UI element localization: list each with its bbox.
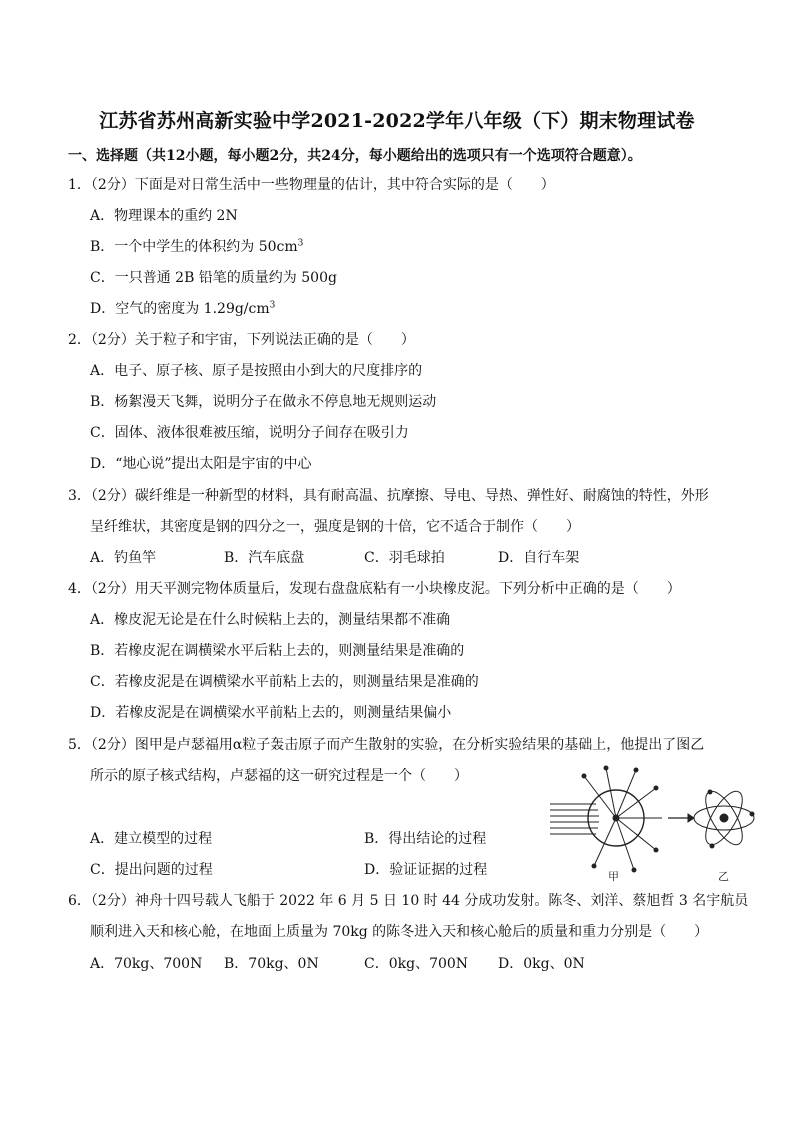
question-1-option-a[interactable]: A．物理课本的重约 2N [90, 208, 238, 224]
question-5-stem-line-1: 5．（2分）图甲是卢瑟福用α粒子轰击原子而产生散射的实验，在分析实验结果的基础上，他提出了图乙 [68, 737, 705, 753]
question-2-option-b[interactable]: B．杨絮漫天飞舞，说明分子在做永不停息地无规则运动 [90, 394, 437, 410]
question-3-stem-line-1: 3．（2分）碳纤维是一种新型的材料，具有耐高温、抗摩擦、导电、导热、弹性好、耐腐蚀的特性，外形 [68, 488, 709, 504]
question-2-stem: 2．（2分）关于粒子和宇宙，下列说法正确的是（ ） [68, 332, 415, 348]
question-4-option-c[interactable]: C．若橡皮泥是在调横梁水平前粘上去的，则测量结果是准确的 [90, 674, 479, 690]
superscript: 3 [297, 238, 304, 249]
question-3-option-b[interactable]: B．汽车底盘 [224, 550, 305, 566]
exam-title: 江苏省苏州高新实验中学2021-2022学年八年级（下）期末物理试卷 [99, 110, 695, 132]
option-text: B．一个中学生的体积约为 50cm [90, 239, 298, 255]
question-2-option-a[interactable]: A．电子、原子核、原子是按照由小到大的尺度排序的 [90, 363, 423, 379]
question-5-option-c[interactable]: C．提出问题的过程 [90, 862, 213, 878]
question-4-option-a[interactable]: A．橡皮泥无论是在什么时候粘上去的，测量结果都不准确 [90, 612, 451, 628]
question-5-stem-line-2: 所示的原子核式结构，卢瑟福的这一研究过程是一个（ ） [90, 768, 468, 784]
question-6-stem-line-2: 顺利进入天和核心舱，在地面上质量为 70kg 的陈冬进入天和核心舱后的质量和重力分别是（ ） [90, 924, 709, 940]
figure-label-yi: 乙 [718, 870, 729, 882]
question-5-option-d[interactable]: D．验证证据的过程 [364, 862, 488, 878]
superscript: 3 [269, 300, 276, 311]
question-1-option-d[interactable] [90, 300, 275, 318]
question-3-option-d[interactable]: D．自行车架 [498, 550, 580, 566]
question-5-option-b[interactable]: B．得出结论的过程 [364, 831, 487, 847]
question-1-option-b[interactable] [90, 238, 303, 256]
question-5-option-a[interactable]: A．建立模型的过程 [90, 831, 213, 847]
question-6-option-b[interactable]: B．70kg、0N [224, 956, 319, 972]
question-4-stem: 4．（2分）用天平测完物体质量后，发现右盘盘底粘有一小块橡皮泥。下列分析中正确的是（ ） [68, 581, 681, 597]
arrow-icon [668, 814, 694, 822]
question-6-option-a[interactable]: A．70kg、700N [90, 956, 203, 972]
figure-label-jia: 甲 [608, 870, 619, 882]
question-2-option-c[interactable]: C．固体、液体很难被压缩，说明分子间存在吸引力 [90, 425, 409, 441]
question-4-option-b[interactable]: B．若橡皮泥在调横梁水平后粘上去的，则测量结果是准确的 [90, 643, 465, 659]
question-1-stem: 1．（2分）下面是对日常生活中一些物理量的估计，其中符合实际的是（ ） [68, 177, 555, 193]
question-6-option-c[interactable]: C．0kg、700N [364, 956, 469, 972]
question-3-stem-line-2: 呈纤维状，其密度是钢的四分之一，强度是钢的十倍，它不适合于制作（ ） [90, 519, 580, 535]
question-3-option-a[interactable]: A．钓鱼竿 [90, 550, 157, 566]
option-text: D．空气的密度为 1.29g/cm [90, 301, 270, 317]
atom-model-diagram [694, 786, 754, 850]
question-3-option-c[interactable]: C．羽毛球拍 [364, 550, 445, 566]
question-6-stem-line-1: 6．（2分）神舟十四号载人飞船于 2022 年 6 月 5 日 10 时 44 分成功发射。陈冬、刘洋、蔡旭哲 3 名宇航员 [68, 893, 749, 909]
question-1-option-c[interactable]: C．一只普通 2B 铅笔的质量约为 500g [90, 270, 337, 286]
scattering-experiment-diagram [550, 766, 662, 872]
question-2-option-d[interactable]: D．“地心说”提出太阳是宇宙的中心 [90, 456, 312, 472]
section-heading: 一、选择题（共12小题，每小题2分，共24分，每小题给出的选项只有一个选项符合题意）。 [68, 148, 642, 164]
question-6-option-d[interactable]: D．0kg、0N [498, 956, 585, 972]
question-4-option-d[interactable]: D．若橡皮泥是在调横梁水平前粘上去的，则测量结果偏小 [90, 705, 452, 721]
rutherford-figure [544, 762, 758, 882]
